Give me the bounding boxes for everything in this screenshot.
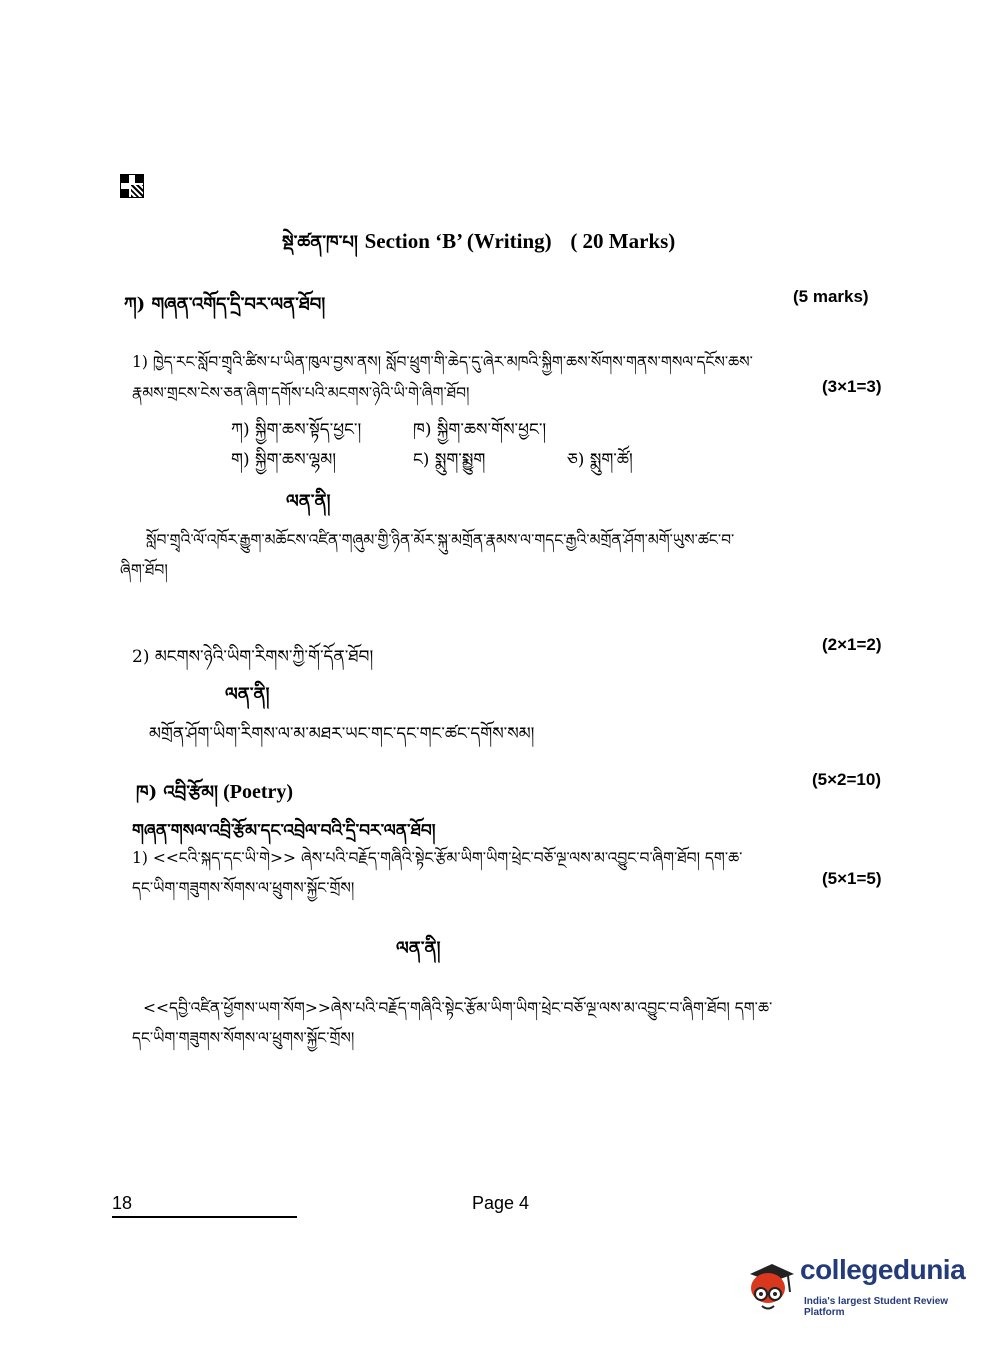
section-kha-marks: (5×2=10): [812, 770, 881, 789]
kha-q1-answer-line1: <<དབྱི་འཛིན་ཕྱོགས་ཡག་སོག>>ཞེས་པའི་བརྗོད་གཞིའི་སྟེང་རྩོམ་ཡིག་ཡིག་ཕྲེང་བཅོ་ལྔ་ལས་མ་འབྱུང་བ་ཞིག་ཐོབ། དག་ཆ་: [143, 999, 773, 1017]
q1-answer-label: ལན་ནི།: [286, 491, 331, 512]
q2-answer-label: ལན་ནི།: [225, 684, 270, 705]
q1-option-e: ཅ) སྨུག་ཚོ།: [567, 450, 633, 470]
kha-q1-answer-label: ལན་ནི།: [396, 938, 441, 959]
footer-page-number: Page 4: [472, 1193, 530, 1213]
kha-q1-answer-line2: དང་ཡིག་གཟུགས་སོགས་ལ་ཕྲུགས་སྐྱོང་གྲོས།: [132, 1029, 355, 1047]
section-title-marks: ( 20 Marks): [570, 229, 676, 253]
logo-brand: collegedunia: [800, 1254, 966, 1285]
q1-option-b: ཁ) སྐྱིག་ཆས་གོས་ཕྱང་།: [413, 420, 547, 440]
footer-code: 18: [112, 1193, 133, 1213]
kha-q1-line1: 1) <<ངའི་སྐད་དང་ཡི་གེ>> ཞེས་པའི་བརྗོད་གཞིའི་སྟེང་རྩོམ་ཡིག་ཡིག་ཕྲེང་བཅོ་ལྔ་ལས་མ་འབྱུང་བ་ཞིག་ཐོབ། དག་ཆ་: [132, 849, 743, 867]
section-kha-subheading: གཞན་གསལ་འབྲི་རྩོམ་དང་འབྲེལ་བའི་དྲི་བར་ལན་ཐོབ།: [132, 821, 436, 841]
q1-answer-line1: སློབ་གྲྭའི་ལོ་འཁོར་རྒྱུག་མཆོངས་འཛིན་གཞུམ་གྱི་ཉིན་མོར་སྐུ་མགྲོན་རྣམས་ལ་གདང་རྒྱའི་མགྲོན་ཤོག་མགོ་ཡུས་ཚང་བ་: [146, 531, 735, 549]
section-kha-heading-tibetan: ཁ) འབྲི་རྩོམ།: [136, 782, 219, 803]
q1-line2: རྣམས་གྲངས་ངེས་ཅན་ཞིག་དགོས་པའི་མངགས་ཉེའི་ཡི་གེ་ཞིག་ཐོབ།: [132, 384, 470, 402]
q1-answer-line2: ཞིག་ཐོབ།: [120, 561, 168, 579]
q1-option-d: ང) སྨུག་སྨྱུག: [413, 450, 486, 470]
q2-marks: (2×1=2): [822, 635, 882, 654]
q1-option-a: ཀ) སྐྱིག་ཆས་སྟོད་ཕྱང་།: [231, 420, 362, 440]
logo-tagline: India's largest Student Review Platform: [804, 1296, 949, 1318]
qr-code-icon: [120, 174, 144, 198]
mascot-icon: [742, 1248, 802, 1318]
footer-rule: [112, 1216, 297, 1218]
q2-answer: མགྲོན་ཤོག་ཡིག་རིགས་ལ་མ་མཐར་ཡང་གང་དང་གང་ཚང་དགོས་སམ།: [149, 724, 535, 744]
q1-marks: (3×1=3): [822, 377, 882, 396]
kha-q1-marks: (5×1=5): [822, 869, 882, 888]
q1-option-c: ག) སྐྱིག་ཆས་ལྷམ།: [231, 450, 337, 470]
kha-q1-line2: དང་ཡིག་གཟུགས་སོགས་ལ་ཕྲུགས་སྐྱོང་གྲོས།: [132, 879, 355, 897]
section-title-tibetan: སྡེ་ཚན་ཁ་པ།: [282, 232, 358, 253]
section-title-english: Section ‘B’ (Writing): [364, 229, 552, 253]
section-kha-heading-english: (Poetry): [223, 781, 294, 803]
collegedunia-logo: [742, 1248, 972, 1320]
q2-text: 2) མངགས་ཉེའི་ཡིག་རིགས་ཀྱི་གོ་དོན་ཐོབ།: [132, 647, 374, 667]
section-title: [282, 223, 675, 273]
section-ka-marks: (5 marks): [793, 287, 869, 306]
section-ka-heading: ཀ) གཞན་འགོད་དྲི་བར་ལན་ཐོབ།: [124, 294, 326, 315]
q1-line1: 1) ཁྱེད་རང་སློབ་གྲྭའི་ཚིས་པ་ཡིན་ཁུལ་བྱས་ནས། སློབ་ཕྲུག་གི་ཆེད་དུ་ཞེར་མཁའི་སྐྱིག་ཆས་སོགས་གནས་གསལ་དངོས་ཆས་: [132, 353, 753, 371]
